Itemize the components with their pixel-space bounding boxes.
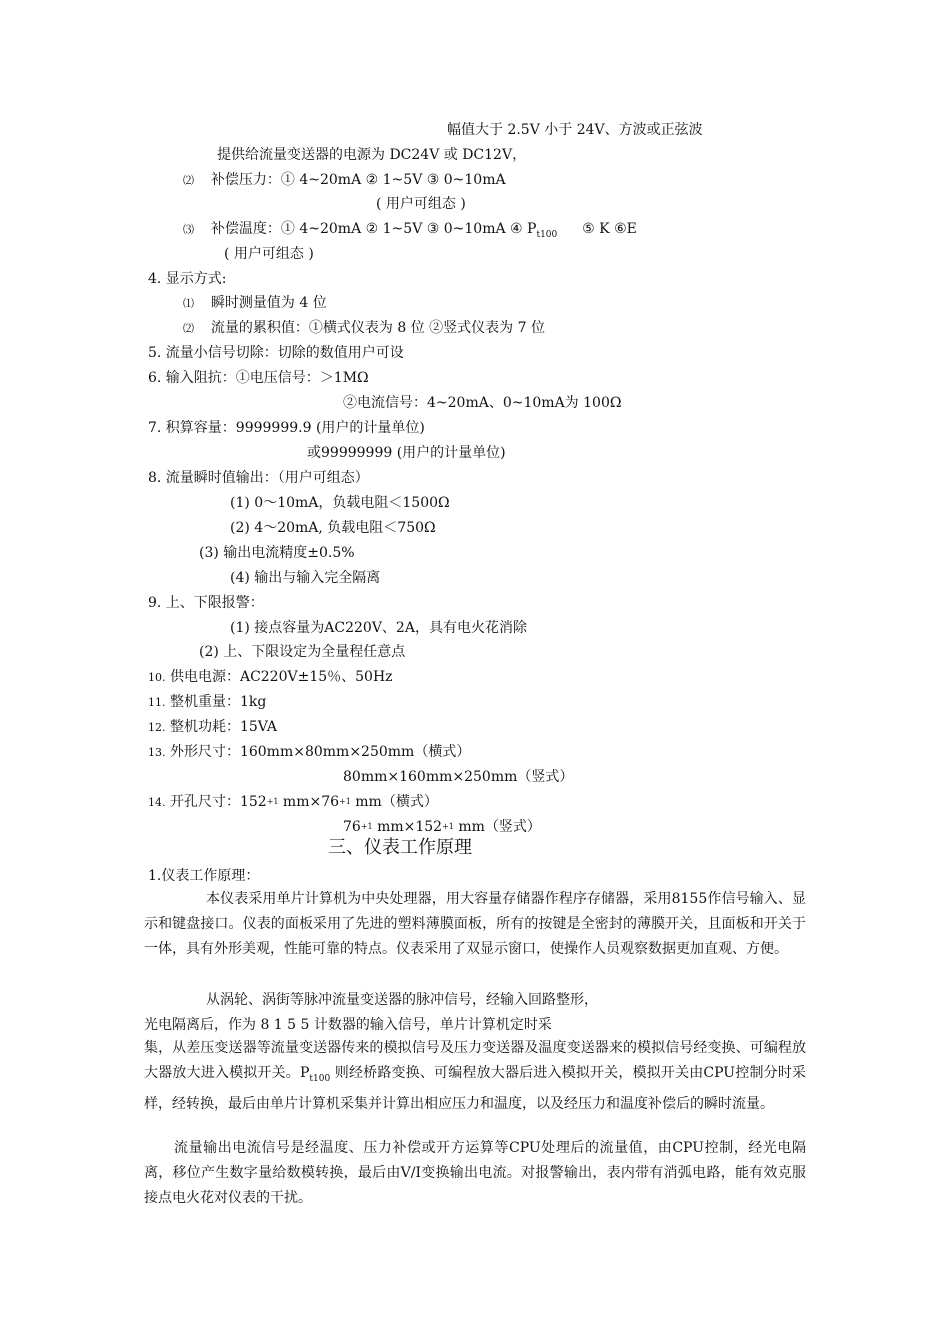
output-item-4: (4) 输出与输入完全隔离 <box>230 570 381 586</box>
section-subheading: 1.仪表工作原理： <box>148 868 260 884</box>
cutout-text-2b: mm×152 <box>372 819 443 835</box>
dims-line-1 <box>148 743 470 762</box>
power-supply-line: 提供给流量变送器的电源为 DC24V 或 DC12V， <box>217 147 527 163</box>
display-title: 4. 显示方式: <box>148 271 227 287</box>
display-item-2-text: 流量的累积值：①横式仪表为 8 位 ②竖式仪表为 7 位 <box>210 320 545 336</box>
cutout-text-1a: 开孔尺寸：152 <box>169 794 267 810</box>
comp-pressure-line <box>183 171 506 190</box>
item-number: 11. <box>148 696 166 709</box>
output-item-2: (2) 4～20mA, 负载电阻＜750Ω <box>230 520 436 536</box>
output-item-3: (3) 输出电流精度±0.5% <box>199 545 355 561</box>
section-heading: 三、仪表工作原理 <box>328 837 472 858</box>
cutout-line-2 <box>343 818 541 836</box>
paragraph-1: 本仪表采用单片计算机为中央处理器，用大容量存储器作程序存储器，采用8155作信号输入、显示和键盘接口。仪表的面板采用了先进的塑料薄膜面板，所有的按键是全密封的薄膜开关，且面板和开关于一体，具有外形美观，性能可靠的特点。仪表采用了双显示窗口，使操作人员观察数据更加直观、方便。 <box>144 891 806 957</box>
item-number: 10. <box>148 671 166 684</box>
paragraph-2-line-1: 从涡轮、涡街等脉冲流量变送器的脉冲信号，经输入回路整形， <box>206 992 598 1008</box>
tolerance-superscript: +1 <box>339 797 351 806</box>
capacity-line-2: 或99999999 (用户的计量单位) <box>307 445 506 461</box>
comp-pressure-note: ( 用户可组态 ) <box>376 196 466 212</box>
comp-temp-note: ( 用户可组态 ) <box>224 246 314 262</box>
pt100-subscript: t100 <box>309 1074 331 1084</box>
alarm-item-2: (2) 上、下限设定为全量程任意点 <box>199 644 406 660</box>
paragraph-2-text-b: 则经桥路变换、可编程放大器后进入模拟开关，模拟开关由CPU控制分时采样，经转换，最后由单片计算机采集并计算出相应压力和温度，以及经压力和温度补偿后的瞬时流量。 <box>144 1065 806 1112</box>
paragraph-2-text-a: 集，从差压变送器等流量变送器传来的模拟信号及压力变送器及温度变送器来的模拟信号经变换、可编程放大器放大进入模拟开关。P <box>144 1040 806 1081</box>
item-number: 13. <box>148 746 166 759</box>
display-item-1-text: 瞬时测量值为 4 位 <box>210 295 327 311</box>
supply-line <box>148 668 393 687</box>
cutout-text-1c: mm（横式） <box>350 794 438 810</box>
comp-temp-text: 补偿温度：① 4~20mA ② 1~5V ③ 0~10mA ④ P <box>210 221 537 237</box>
impedance-line-1: 6. 输入阻抗：①电压信号：＞1MΩ <box>148 370 369 386</box>
item-number: ⑵ <box>183 174 194 187</box>
comp-pressure-text: 补偿压力：① 4~20mA ② 1~5V ③ 0~10mA <box>210 172 506 188</box>
dims-line-2: 80mm×160mm×250mm（竖式） <box>343 769 574 785</box>
supply-text: 供电电源：AC220V±15％、50Hz <box>169 669 393 685</box>
comp-temp-line <box>183 220 637 244</box>
dims-text-1: 外形尺寸：160mm×80mm×250mm（横式） <box>169 744 471 760</box>
display-item-2 <box>183 319 545 338</box>
power-line <box>148 718 277 737</box>
power-text: 整机功耗：15VA <box>169 719 278 735</box>
cutout-line-1 <box>148 793 438 812</box>
weight-text: 整机重量：1kg <box>169 694 267 710</box>
cutout-text-2c: mm（竖式） <box>453 819 541 835</box>
tolerance-superscript: +1 <box>266 797 279 806</box>
cutout-text-2a: 76 <box>343 819 361 835</box>
output-item-1: (1) 0～10mA，负载电阻＜1500Ω <box>230 495 450 511</box>
impedance-line-2: ②电流信号：4~20mA、0~10mA为 100Ω <box>343 395 622 411</box>
item-number: ⑶ <box>183 223 194 236</box>
tolerance-superscript: +1 <box>442 822 454 831</box>
cutout-text-1b: mm×76 <box>278 794 340 810</box>
paragraph-2-body <box>144 1036 806 1117</box>
alarm-title: 9. 上、下限报警： <box>148 595 264 611</box>
tolerance-superscript: +1 <box>360 822 373 831</box>
pt100-subscript: t100 <box>536 230 558 240</box>
capacity-line-1: 7. 积算容量：9999999.9 (用户的计量单位) <box>148 420 425 436</box>
weight-line <box>148 693 266 712</box>
paragraph-2-line-2: 光电隔离后，作为 8 1 5 5 计数器的输入信号，单片计算机定时采 <box>144 1017 552 1033</box>
output-title: 8. 流量瞬时值输出：（用户可组态） <box>148 470 369 486</box>
item-number: ⑴ <box>183 297 194 310</box>
item-number: ⑵ <box>183 322 194 335</box>
cutoff-line: 5. 流量小信号切除：切除的数值用户可设 <box>148 345 404 361</box>
alarm-item-1: (1) 接点容量为AC220V、2A，具有电火花消除 <box>230 620 527 636</box>
signal-amplitude-line: 幅值大于 2.5V 小于 24V、方波或正弦波 <box>447 122 703 138</box>
display-item-1 <box>183 294 327 313</box>
paragraph-3: 流量输出电流信号是经温度、压力补偿或开方运算等CPU处理后的流量值，由CPU控制，经光电隔离，移位产生数字量给数模转换，最后由V/I变换输出电流。对报警输出，表内带有消弧电路，能有效克服接点电火花对仪表的干扰。 <box>144 1140 806 1206</box>
comp-temp-text-b: ⑤ K ⑥E <box>582 221 637 237</box>
item-number: 12. <box>148 721 166 734</box>
item-number: 14. <box>148 796 166 809</box>
